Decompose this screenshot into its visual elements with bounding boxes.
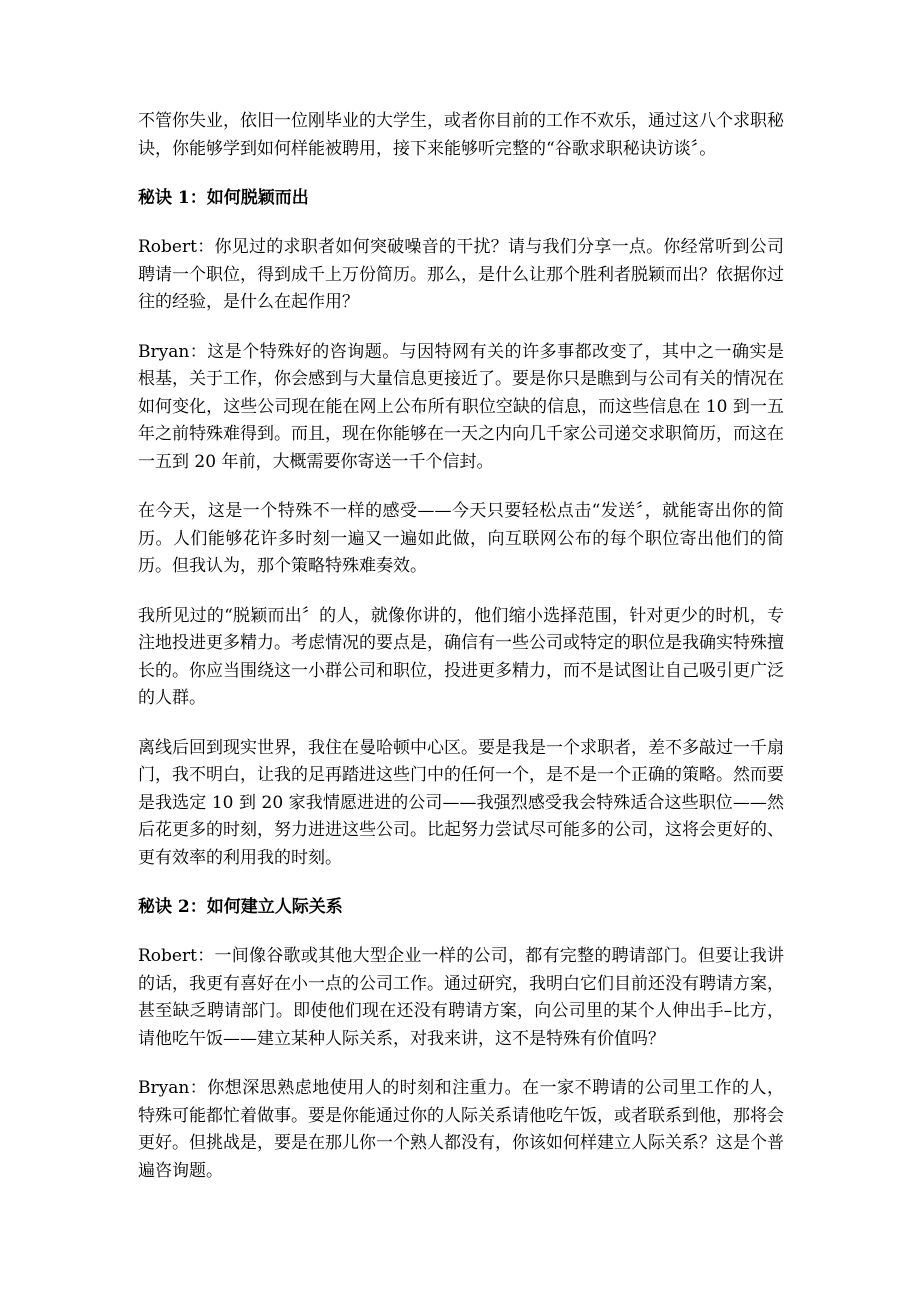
section-2-heading: 秘诀 2：如何建立人际关系 bbox=[138, 897, 343, 917]
section-1-paragraph-3: 在今天，这是一个特殊不一样的感受——今天只要轻松点击“发送〞，就能寄出你的简历。人们能够花许多时刻一遍又一遍如此做，向互联网公布的每个职位寄出他们的简历。但我认为，那个策略特殊难奏效。 bbox=[138, 501, 784, 576]
section-2-paragraph-2: Bryan：你想深思熟虑地使用人的时刻和注重力。在一家不聘请的公司里工作的人，特殊可能都忙着做事。要是你能通过你的人际关系请他吃午饭，或者联系到他，那将会更好。但挑战是，要是在那儿你一个熟人都没有，你该如何样建立人际关系？这是个普遍咨询题。 bbox=[138, 1078, 784, 1181]
section-1-heading: 秘诀 1：如何脱颖而出 bbox=[138, 188, 309, 208]
intro-paragraph: 不管你失业，依旧一位刚毕业的大学生，或者你目前的工作不欢乐，通过这八个求职秘诀，你能够学到如何样能被聘用，接下来能够听完整的“谷歌求职秘诀访谈〞。 bbox=[138, 111, 784, 159]
section-1-paragraph-4: 我所见过的“脱颖而出〞的人，就像你讲的，他们缩小选择范围，针对更少的时机，专注地投进更多精力。考虑情况的要点是，确信有一些公司或特定的职位是我确实特殊擅长的。你应当围绕这一小群公司和职位，投进更多精力，而不是试图让自己吸引更广泛的人群。 bbox=[138, 605, 784, 708]
section-1-paragraph-2: Bryan：这是个特殊好的咨询题。与因特网有关的许多事都改变了，其中之一确实是根基，关于工作，你会感到与大量信息更接近了。要是你只是瞧到与公司有关的情况在如何变化，这些公司现在能在网上公布所有职位空缺的信息，而这些信息在 10 到一五年之前特殊难得到。而且，现在你能够在一天之内向几千家公司递交求职简历，而这在一五到 20 年前，大概需要你寄送一千个信封。 bbox=[138, 341, 784, 472]
section-1-paragraph-5: 离线后回到现实世界，我住在曼哈顿中心区。要是我是一个求职者，差不多敲过一千扇门，我不明白，让我的足再踏进这些门中的任何一个，是不是一个正确的策略。然而要是我选定 10 到 20 家我情愿进进的公司——我强烈感受我会特殊适合这些职位——然后花更多的时刻，努力进进这些公司。比起努力尝试尽可能多的公司，这将会更好的、更有效率的利用我的时刻。 bbox=[138, 737, 784, 868]
section-2-paragraph-1: Robert：一间像谷歌或其他大型企业一样的公司，都有完整的聘请部门。但要让我讲的话，我更有喜好在小一点的公司工作。通过研究，我明白它们目前还没有聘请方案，甚至缺乏聘请部门。即使他们现在还没有聘请方案，向公司里的某个人伸出手–比方，请他吃午饭——建立某种人际关系，对我来讲，这不是特殊有价值吗？ bbox=[138, 946, 784, 1049]
section-1-paragraph-1: Robert：你见过的求职者如何突破噪音的干扰？请与我们分享一点。你经常听到公司聘请一个职位，得到成千上万份简历。那么，是什么让那个胜利者脱颖而出？依据你过往的经验，是什么在起作用？ bbox=[138, 237, 784, 312]
